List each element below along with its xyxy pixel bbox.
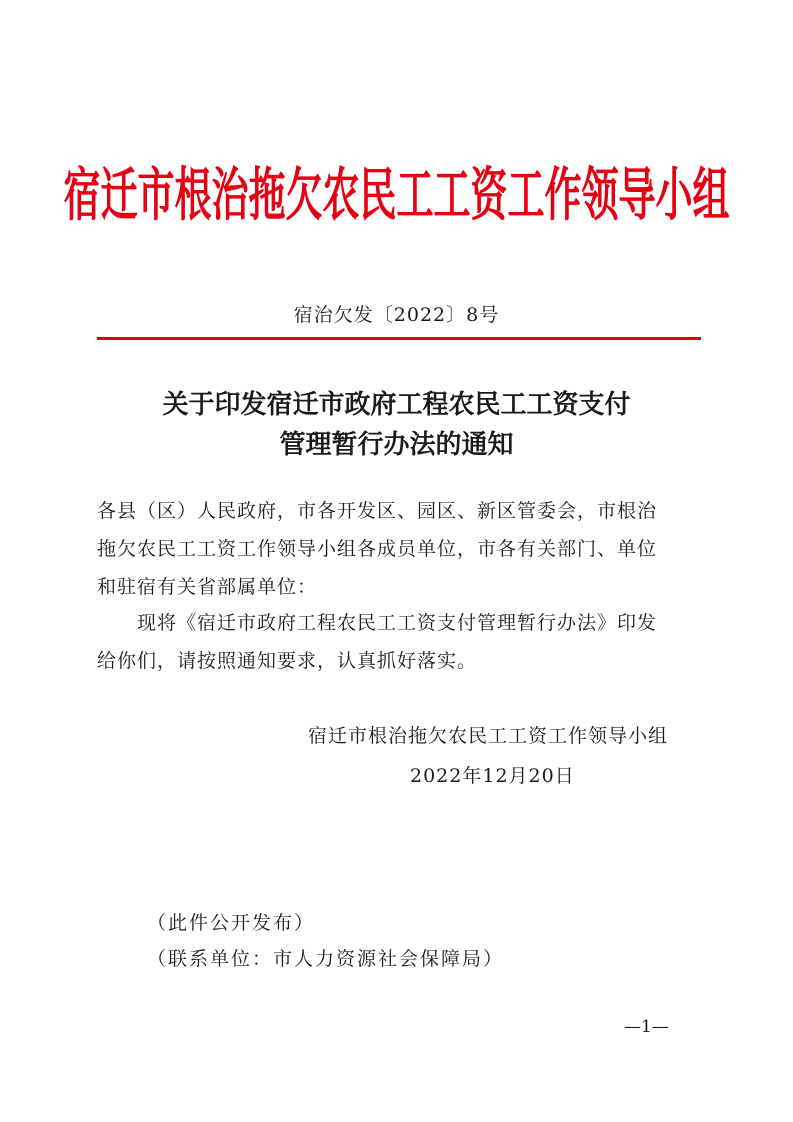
body-paragraph-line-1: 现将《宿迁市政府工程农民工工资支付管理暂行办法》印发 bbox=[137, 612, 658, 634]
page-number: —1— bbox=[624, 1017, 669, 1037]
recipients-line-1: 各县（区）人民政府，市各开发区、园区、新区管委会，市根治 bbox=[97, 500, 658, 522]
notice-title-line-1: 关于印发宿迁市政府工程农民工工资支付 bbox=[162, 390, 631, 420]
issue-date: 2022年12月20日 bbox=[410, 765, 575, 787]
contact-unit-note: （联系单位：市人力资源社会保障局） bbox=[147, 948, 505, 970]
body-paragraph-line-2: 给你们，请按照通知要求，认真抓好落实。 bbox=[97, 650, 478, 672]
disclosure-note: （此件公开发布） bbox=[147, 912, 316, 934]
red-separator-line bbox=[97, 337, 701, 340]
issuing-authority-signature: 宿迁市根治拖欠农民工工资工作领导小组 bbox=[308, 725, 669, 747]
recipients-line-3: 和驻宿有关省部属单位： bbox=[97, 576, 318, 598]
letterhead-title: 宿迁市根治拖欠农民工工资工作领导小组 bbox=[63, 160, 730, 229]
document-number: 宿治欠发〔2022〕8号 bbox=[293, 304, 500, 326]
notice-title-line-2: 管理暂行办法的通知 bbox=[279, 430, 514, 460]
recipients-line-2: 拖欠农民工工资工作领导小组各成员单位，市各有关部门、单位 bbox=[97, 538, 658, 560]
